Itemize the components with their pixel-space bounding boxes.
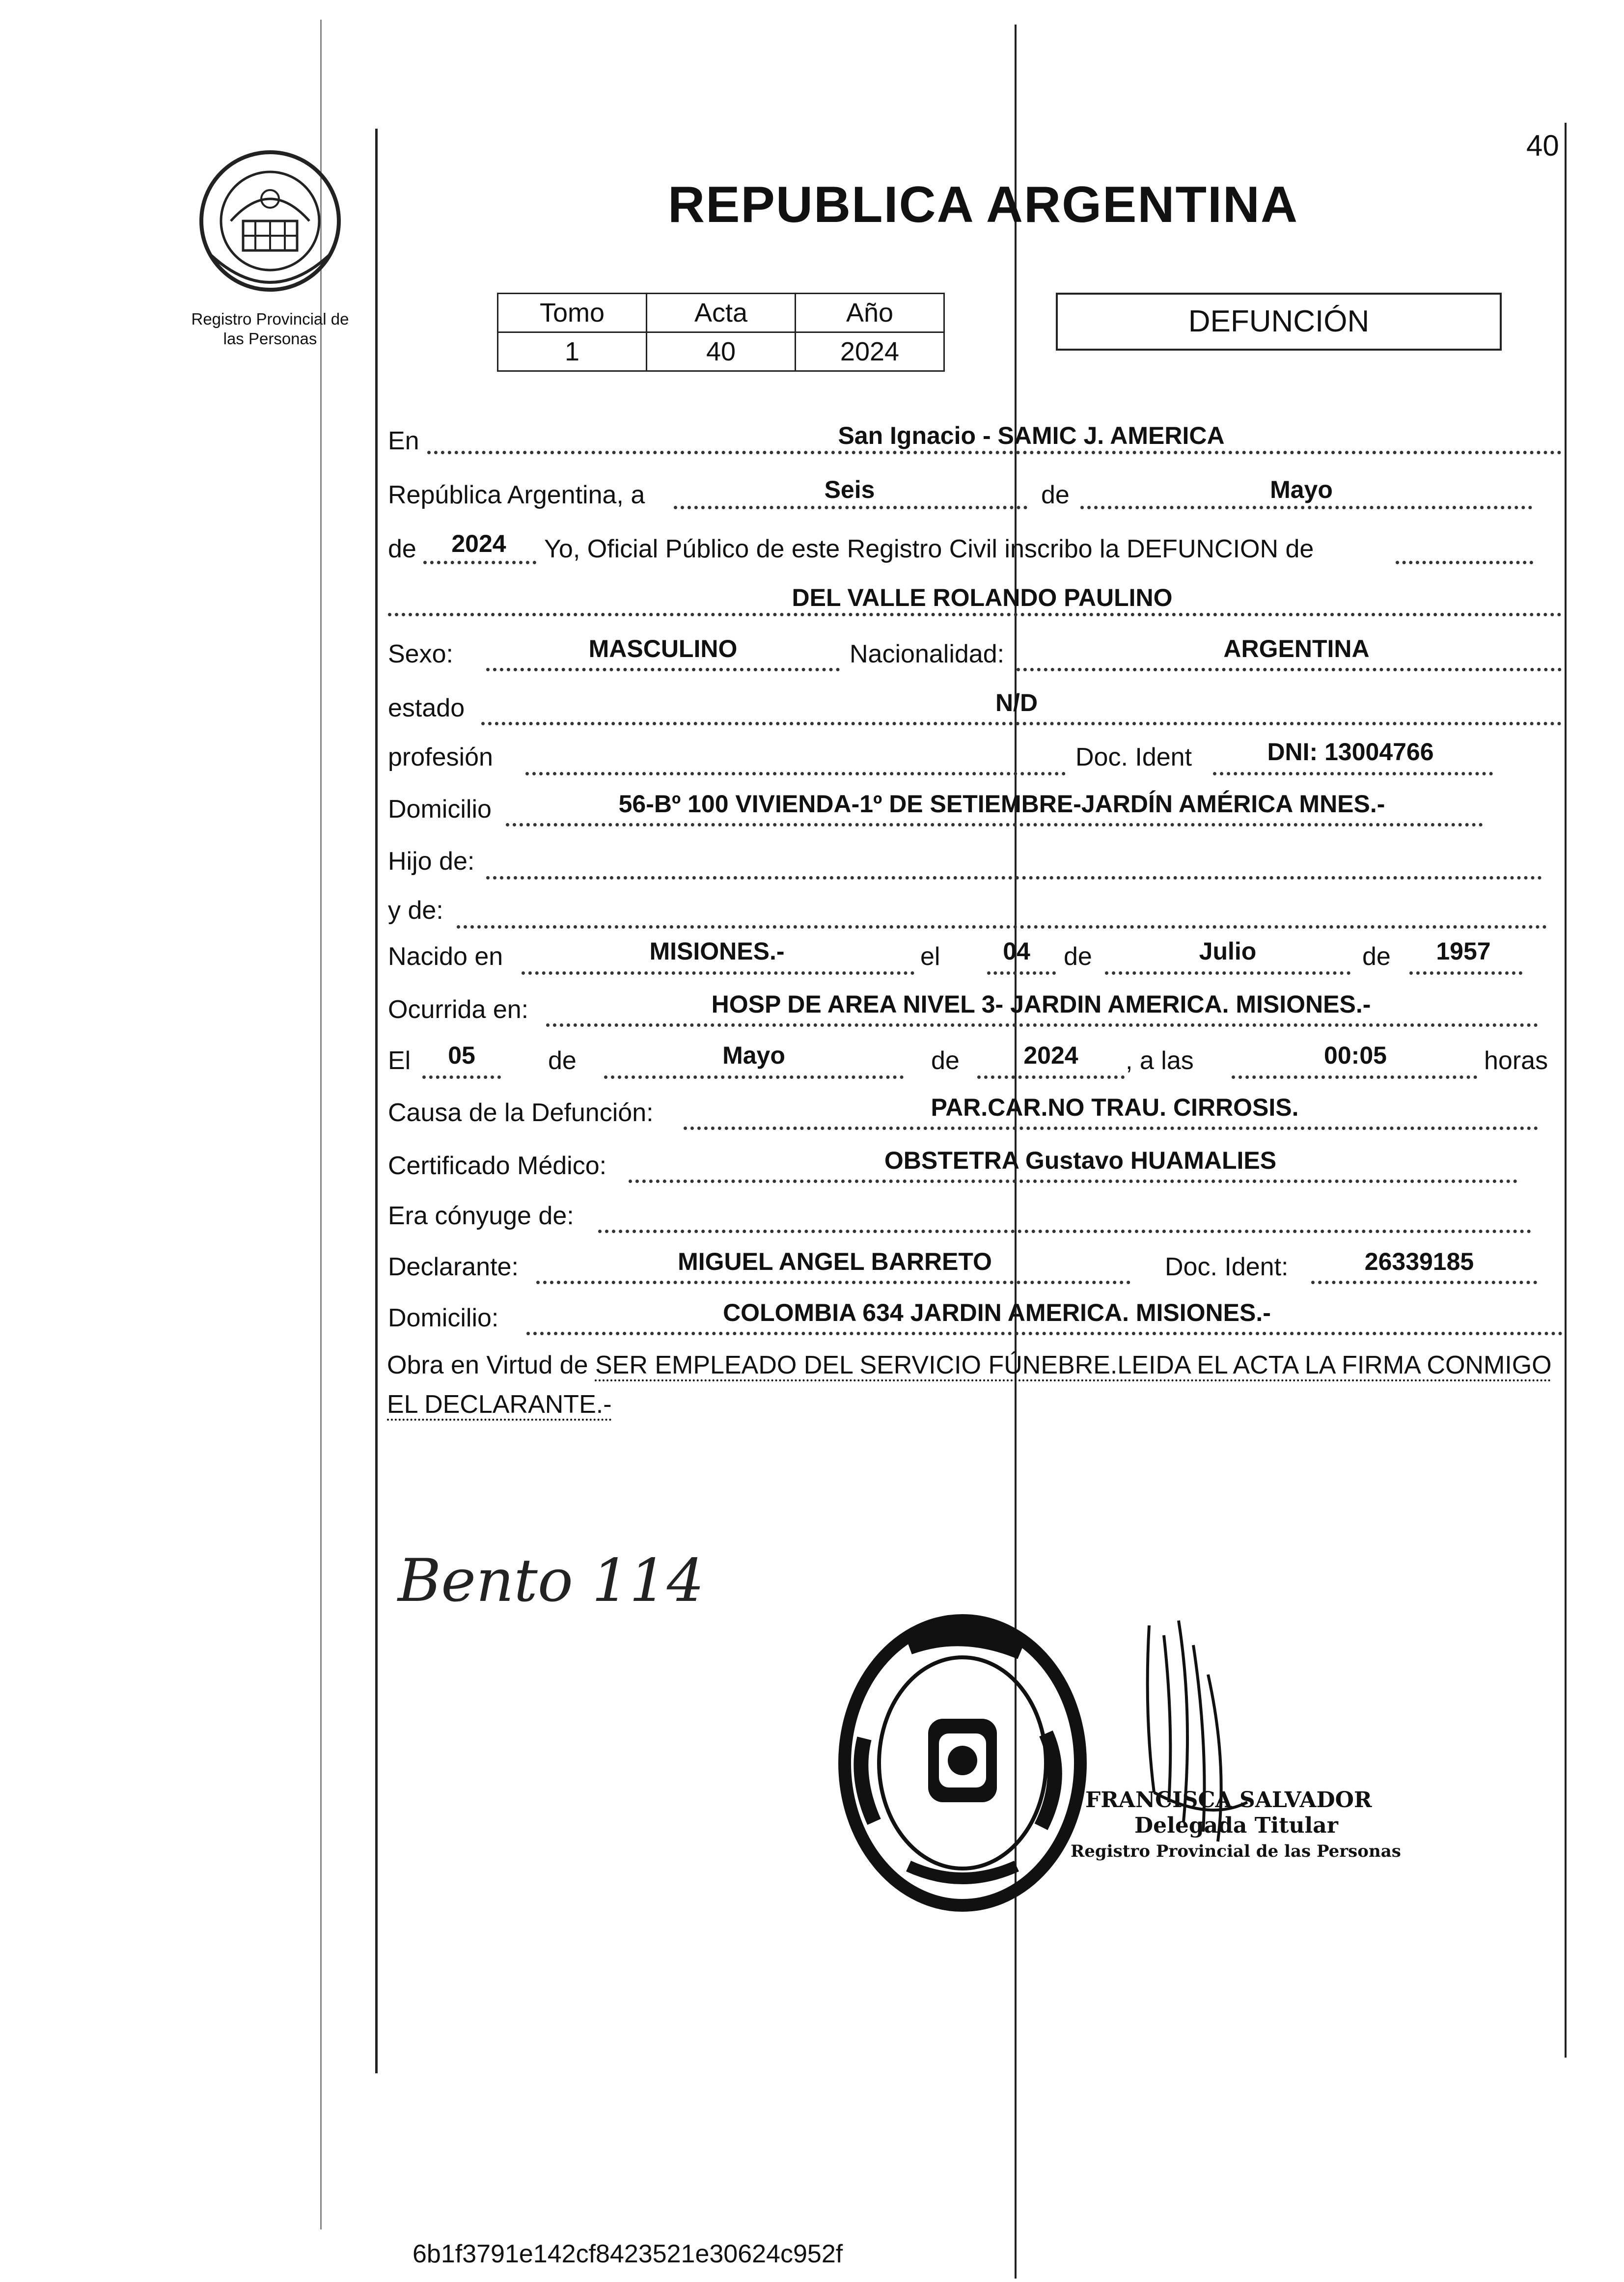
doc-ident-value: DNI: 13004766 [1267, 738, 1434, 766]
hijo-de-label: Hijo de: [388, 847, 475, 876]
de-label: de [548, 1046, 577, 1075]
estado-value: N/D [995, 689, 1038, 716]
domicilio-declarante-value: COLOMBIA 634 JARDIN AMERICA. MISIONES.- [723, 1299, 1271, 1326]
dotted-line [506, 823, 1483, 826]
record-table-value-row [498, 332, 944, 371]
def-mes-value: Mayo [722, 1042, 785, 1069]
horas-label: horas [1484, 1046, 1548, 1075]
dotted-line [1017, 668, 1562, 671]
anio-value: 2024 [451, 530, 506, 557]
dotted-line [1232, 1075, 1477, 1079]
dotted-line [1409, 971, 1522, 975]
de-label: de [1064, 942, 1092, 971]
dotted-line [526, 1332, 1563, 1335]
de-label: de [1041, 481, 1070, 509]
estado-label: estado [388, 694, 465, 722]
record-table-header-row [498, 294, 944, 332]
sexo-label: Sexo: [388, 640, 453, 668]
doc-ident-label: Doc. Ident [1075, 743, 1192, 771]
def-anio-value: 2024 [1023, 1042, 1078, 1069]
mes-value: Mayo [1270, 476, 1333, 503]
el-label: El [388, 1046, 411, 1075]
ocurrida-label: Ocurrida en: [388, 995, 529, 1024]
org-name-line2: las Personas [223, 330, 317, 348]
signature-org: Registro Provincial de las Personas [1071, 1842, 1401, 1861]
domicilio-label: Domicilio: [388, 1304, 499, 1332]
dotted-line [684, 1127, 1538, 1130]
nacido-label: Nacido en [388, 942, 503, 971]
record-table [497, 293, 945, 372]
handwritten-note: Bento 114 [398, 1547, 705, 1615]
de-label: de [388, 535, 416, 563]
dotted-line [1105, 971, 1350, 975]
page-title: REPUBLICA ARGENTINA [668, 176, 1299, 233]
causa-label: Causa de la Defunción: [388, 1099, 654, 1127]
page-number: 40 [1526, 129, 1559, 162]
ocurrida-value: HOSP DE AREA NIVEL 3- JARDIN AMERICA. MISIONES.- [711, 990, 1371, 1018]
left-margin-line [375, 129, 378, 2073]
dotted-line [546, 1023, 1538, 1027]
domicilio-value: 56-Bº 100 VIVIENDA-1º DE SETIEMBRE-JARDÍN AMÉRICA MNES.- [618, 790, 1385, 818]
dotted-line [674, 506, 1027, 509]
sexo-value: MASCULINO [588, 635, 738, 662]
dotted-line [486, 876, 1542, 880]
doc-ident-label: Doc. Ident: [1165, 1253, 1289, 1281]
official-stamp-icon [835, 1611, 1090, 1915]
record-type-box: DEFUNCIÓN [1056, 293, 1502, 351]
dotted-line [388, 613, 1562, 616]
document-hash: 6b1f3791e142cf8423521e30624c952f [413, 2240, 843, 2268]
en-value: San Ignacio - SAMIC J. AMERICA [838, 422, 1225, 449]
signature-name: FRANCISCA SALVADOR [1085, 1787, 1372, 1813]
dotted-line [987, 971, 1056, 975]
conyuge-label: Era cónyuge de: [388, 1202, 574, 1230]
org-name-line1: Registro Provincial de [191, 310, 349, 328]
signature-block [1071, 1787, 1401, 1864]
dia-value: Seis [824, 476, 875, 503]
dotted-line [629, 1180, 1517, 1183]
y-de-label: y de: [388, 896, 443, 925]
dotted-line [423, 561, 536, 564]
nacionalidad-value: ARGENTINA [1223, 635, 1370, 662]
record-table-cell: 40 [647, 332, 796, 371]
nac-dia-value: 04 [1003, 937, 1030, 965]
de-label: de [931, 1046, 960, 1075]
org-name [162, 309, 378, 349]
record-table-cell: 1 [498, 332, 647, 371]
certificado-label: Certificado Médico: [388, 1152, 607, 1180]
dotted-line [598, 1230, 1531, 1233]
hora-value: 00:05 [1324, 1042, 1387, 1069]
dotted-line [1080, 506, 1532, 509]
obra-en-virtud [387, 1346, 1566, 1424]
dotted-line [427, 451, 1562, 454]
dotted-line [522, 971, 914, 975]
nacionalidad-label: Nacionalidad: [850, 640, 1005, 668]
dotted-line [457, 925, 1547, 929]
obra-label: Obra en Virtud de [387, 1351, 588, 1379]
nac-mes-value: Julio [1199, 937, 1257, 965]
causa-value: PAR.CAR.NO TRAU. CIRROSIS. [931, 1094, 1299, 1121]
dotted-line [1396, 561, 1533, 564]
profesion-label: profesión [388, 743, 493, 771]
provincial-seal-icon [196, 147, 344, 295]
def-dia-value: 05 [448, 1042, 475, 1069]
dotted-line [977, 1075, 1125, 1079]
dotted-line [1311, 1281, 1537, 1284]
signature-title: Delegada Titular [1134, 1813, 1338, 1838]
declarante-label: Declarante: [388, 1253, 519, 1281]
deceased-name-value: DEL VALLE ROLANDO PAULINO [792, 584, 1173, 611]
dotted-line [525, 772, 1066, 775]
record-table-header: Acta [647, 294, 796, 332]
record-table-header: Año [796, 294, 944, 332]
a-las-label: , a las [1126, 1046, 1194, 1075]
nac-anio-value: 1957 [1436, 937, 1491, 965]
dotted-line [604, 1075, 904, 1079]
dotted-line [486, 668, 840, 671]
dotted-line [1213, 772, 1493, 775]
doc-ident-value: 26339185 [1364, 1248, 1474, 1275]
oficial-text: Yo, Oficial Público de este Registro Civil inscribo la DEFUNCION de [544, 535, 1314, 563]
de-label: de [1362, 942, 1391, 971]
right-margin-line [1565, 123, 1567, 2058]
dotted-line [536, 1281, 1130, 1284]
record-table-cell: 2024 [796, 332, 944, 371]
el-label: el [920, 942, 940, 971]
republica-label: República Argentina, a [388, 481, 645, 509]
dotted-line [481, 722, 1562, 725]
obra-value: SER EMPLEADO DEL SERVICIO FÚNEBRE.LEIDA EL ACTA LA FIRMA CONMIGO EL DECLARANTE.- [387, 1351, 1552, 1419]
binding-line [320, 20, 322, 2229]
declarante-value: MIGUEL ANGEL BARRETO [678, 1248, 992, 1275]
domicilio-label: Domicilio [388, 795, 492, 824]
en-label: En [388, 427, 419, 455]
dotted-line [422, 1075, 501, 1079]
record-table-header: Tomo [498, 294, 647, 332]
certificado-value: OBSTETRA Gustavo HUAMALIES [884, 1147, 1277, 1174]
nacido-value: MISIONES.- [649, 937, 785, 965]
